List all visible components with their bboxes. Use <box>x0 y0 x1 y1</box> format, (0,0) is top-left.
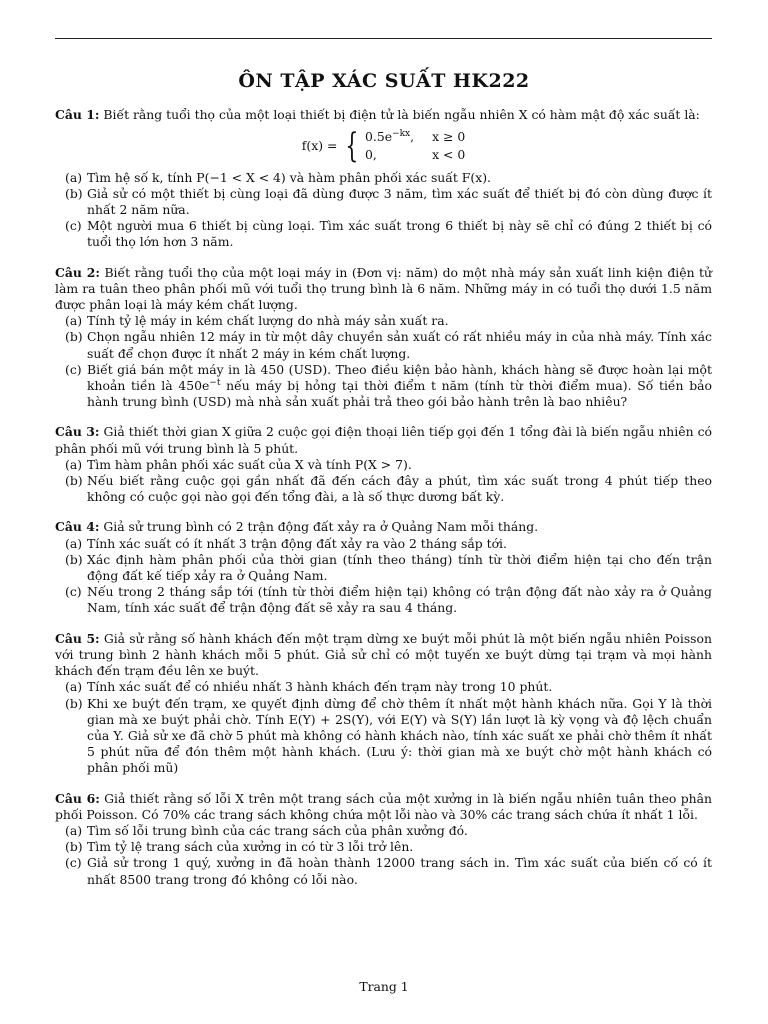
item-text: Nếu trong 2 tháng sắp tới (tính từ thời điểm hiện tại) không có trận động đất nào xảy ra ở Quảng Nam, tính xác suất để trận động đất sẽ xảy ra sau 4 tháng. <box>87 584 712 616</box>
document-body <box>55 107 712 888</box>
question-4-text: Giả sử trung bình có 2 trận động đất xảy ra ở Quảng Nam mỗi tháng. <box>103 519 539 535</box>
formula-case2-expr: 0, <box>365 147 377 163</box>
question-5-item-a <box>55 679 712 695</box>
item-label: (a) <box>65 169 83 185</box>
question-5-label: Câu 5: <box>55 630 100 646</box>
question-1-stem <box>55 107 712 123</box>
question-3-stem <box>55 424 712 456</box>
question-6-item-c <box>55 855 712 887</box>
item-text: Nếu biết rằng cuộc gọi gần nhất đã đến cách đây a phút, tìm xác suất trong 4 phút tiếp theo không có cuộc gọi nào gọi đến tổng đài, a là số thực dương bất kỳ. <box>87 473 712 505</box>
item-text: Tìm số lỗi trung bình của các trang sách của phân xưởng đó. <box>87 822 468 838</box>
question-1-item-b <box>55 186 712 218</box>
page-number: Trang 1 <box>359 979 409 994</box>
question-5-item-b <box>55 696 712 777</box>
question-4-label: Câu 4: <box>55 519 100 535</box>
item-label: (a) <box>65 679 83 695</box>
density-formula <box>55 126 712 167</box>
item-text: Giả sử trong 1 quý, xưởng in đã hoàn thành 12000 trang sách in. Tìm xác suất của biến cố có ít nhất 8500 trang trong đó không có lỗi nào. <box>87 855 712 887</box>
item-text: Khi xe buýt đến trạm, xe quyết định dừng để chờ thêm ít nhất một hành khách nữa. Gọi Y là thời gian mà xe buýt phải chờ. Tính E(Y) + 2S(Y), với E(Y) và S(Y) lần lượt là kỳ vọng và độ lệch chuẩn của Y. Giả sử xe đã chờ 5 phút mà không có hành khách nào, tính xác suất xe phải chờ thêm ít nhất 5 phút nữa để đón thêm một hành khách. (Lưu ý: thời gian mà xe buýt chờ một hành khách có phân phối mũ) <box>87 695 712 776</box>
item-text: Một người mua 6 thiết bị cùng loại. Tìm xác suất trong 6 thiết bị này sẽ chỉ có đúng 2 thiết bị có tuổi thọ lớn hơn 3 năm. <box>87 218 712 250</box>
page-title: ÔN TẬP XÁC SUẤT HK222 <box>238 70 530 92</box>
item-label: (b) <box>65 329 83 345</box>
question-6-item-a <box>55 823 712 839</box>
item-label: (b) <box>65 695 83 711</box>
question-4-item-a <box>55 536 712 552</box>
formula-lhs: f(x) = <box>301 138 338 154</box>
question-4 <box>55 519 712 616</box>
item-text: Biết giá bán một máy in là 450 (USD). Theo điều kiện bảo hành, khách hàng sẽ được hoàn lại một khoản tiền là $450e^{-t}$ nếu máy bị hỏng tại thời điểm t năm (tính từ thời điểm mua). Số tiền bảo hành trung bình (USD) mà nhà sản xuất phải trả theo gói bảo hành trên là bao nhiêu? <box>87 361 713 410</box>
question-2-item-c <box>55 362 712 411</box>
question-1-item-a <box>55 170 712 186</box>
item-label: (a) <box>65 822 83 838</box>
formula-case2-condition: x < 0 <box>432 147 466 163</box>
question-1 <box>55 107 712 251</box>
question-1-text: Biết rằng tuổi thọ của một loại thiết bị điện tử là biến ngẫu nhiên X có hàm mật độ xác suất là: <box>103 107 700 122</box>
question-2 <box>55 265 712 411</box>
formula-case1-exponent: −kx <box>392 129 411 140</box>
question-5-stem <box>55 631 712 680</box>
formula-case1-condition: x ≥ 0 <box>432 129 466 145</box>
question-2-item-a <box>55 313 712 329</box>
item-text: Tìm hàm phân phối xác suất của X và tính P(X > 7). <box>87 456 412 472</box>
item-label: (b) <box>65 839 83 855</box>
item-label: (b) <box>65 551 83 567</box>
item-text: Tìm tỷ lệ trang sách của xưởng in có từ 3 lỗi trở lên. <box>87 839 414 855</box>
question-6 <box>55 791 712 888</box>
question-2-item-b <box>55 329 712 361</box>
question-3 <box>55 424 712 505</box>
item-label: (c) <box>65 584 82 600</box>
item-text: Tính xác suất để có nhiều nhất 3 hành khách đến trạm này trong 10 phút. <box>87 679 553 695</box>
item-label: (c) <box>65 361 82 377</box>
item-text: Tính tỷ lệ máy in kém chất lượng do nhà máy sản xuất ra. <box>87 313 449 329</box>
formula-case1-expr: $0.5e^{-kx}$, <box>365 129 415 145</box>
formula-brace: { <box>345 126 359 167</box>
item-text: Chọn ngẫu nhiên 12 máy in từ một dây chuyền sản xuất có rất nhiều máy in của nhà máy. Tính xác suất để chọn được ít nhất 2 máy in kém chất lượng. <box>87 329 712 361</box>
question-6-text: Giả thiết rằng số lỗi X trên một trang sách của một xưởng in là biến ngẫu nhiên tuân theo phân phối Poisson. Có 70% các trang sách không chứa một lỗi nào và 30% các trang sách chứa ít nhất 1 lỗi. <box>55 790 712 822</box>
question-3-item-b <box>55 473 712 505</box>
item-label: (b) <box>65 185 83 201</box>
question-1-item-c <box>55 218 712 250</box>
question-4-item-b <box>55 552 712 584</box>
item-text: Xác định hàm phân phối của thời gian (tính theo tháng) tính từ thời điểm hiện tại cho đến trận động đất kế tiếp xảy ra ở Quảng Nam. <box>87 551 712 584</box>
question-4-stem <box>55 519 712 535</box>
item-text: Tìm hệ số k, tính P(−1 < X < 4) và hàm phân phối xác suất F(x). <box>87 169 491 185</box>
refund-exponent: −t <box>209 377 221 388</box>
question-6-stem <box>55 791 712 823</box>
item-label: (c) <box>65 855 82 871</box>
header-rule <box>55 38 712 39</box>
item-label: (a) <box>65 456 83 472</box>
question-1-label: Câu 1: <box>55 107 100 122</box>
question-5 <box>55 631 712 777</box>
question-6-label: Câu 6: <box>55 790 100 806</box>
question-3-label: Câu 3: <box>55 424 100 440</box>
question-2-label: Câu 2: <box>55 264 100 280</box>
formula-cases <box>365 129 465 163</box>
question-3-item-a <box>55 457 712 473</box>
item-label: (b) <box>65 473 83 489</box>
question-6-item-b <box>55 839 712 855</box>
item-text: Tính xác suất có ít nhất 3 trận động đất xảy ra vào 2 tháng sắp tới. <box>87 535 507 551</box>
item-label: (c) <box>65 218 82 234</box>
question-4-item-c <box>55 584 712 616</box>
question-2-stem <box>55 265 712 314</box>
item-label: (a) <box>65 535 83 551</box>
question-2-text: Biết rằng tuổi thọ của một loại máy in (Đơn vị: năm) do một nhà máy sản xuất linh kiện điện tử làm ra tuân theo phân phối mũ với tuổi thọ trung bình là 6 năm. Những máy in có tuổi thọ dưới 1.5 năm được phân loại là máy kém chất lượng. <box>55 264 712 313</box>
item-text: Giả sử có một thiết bị cùng loại đã dùng được 3 năm, tìm xác suất để thiết bị đó còn dùng được ít nhất 2 năm nữa. <box>87 185 712 218</box>
item-label: (a) <box>65 313 83 329</box>
question-3-text: Giả thiết thời gian X giữa 2 cuộc gọi điện thoại liên tiếp gọi đến 1 tổng đài là biến ngẫu nhiên có phân phối mũ với trung bình là 5 phút. <box>55 424 712 456</box>
question-5-text: Giả sử rằng số hành khách đến một trạm dừng xe buýt mỗi phút là một biến ngẫu nhiên Poisson với trung bình 2 hành khách mỗi 5 phút. Giả sử chỉ có một tuyến xe buýt dừng tại trạm và mọi hành khách đến trạm đều lên xe buýt. <box>55 630 712 679</box>
